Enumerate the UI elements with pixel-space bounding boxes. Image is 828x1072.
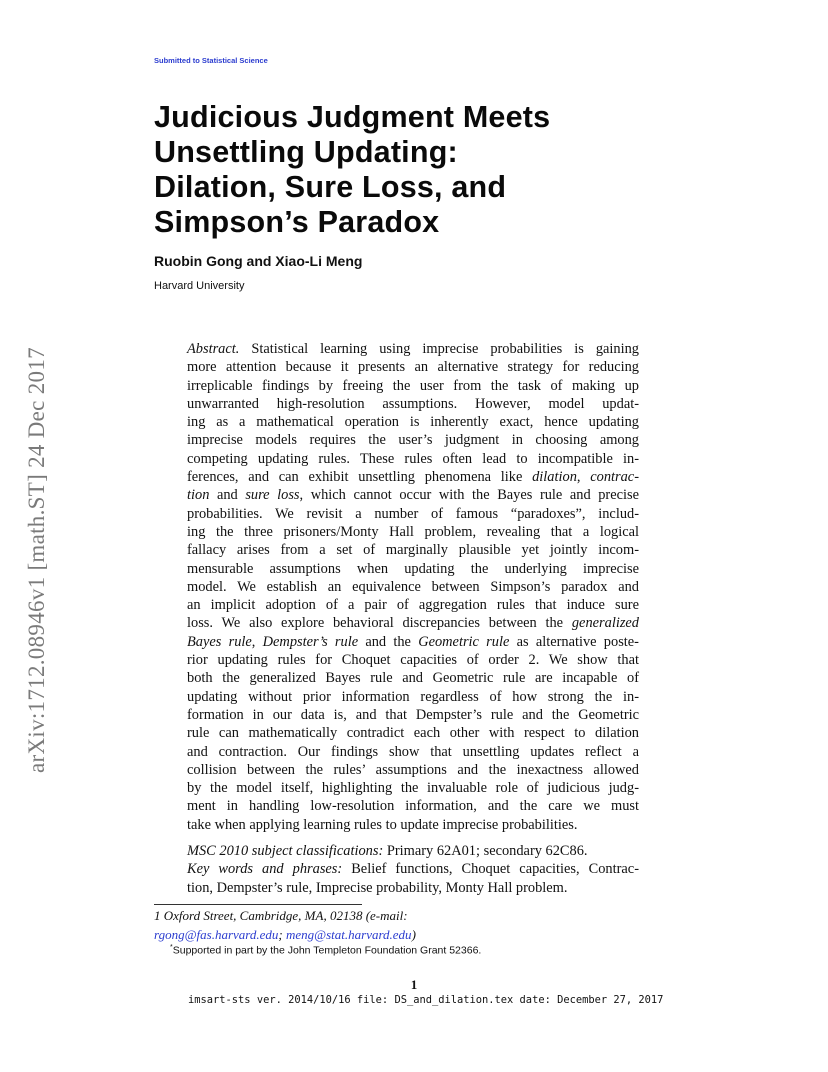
term-dilation: dilation [532, 469, 577, 486]
funding-note: *Supported in part by the John Templeton Foundation Grant 52366. [170, 944, 482, 957]
abstract-line: take when applying learning rules to update imprecise probabilities. [187, 816, 578, 833]
abstract-line: tion and sure loss, which cannot occur with the Bayes rule and precise [187, 487, 639, 504]
abstract-line: more attention because it presents an alternative strategy for reducing [187, 359, 639, 376]
title-line: Judicious Judgment Meets [154, 100, 551, 134]
abstract-line: Bayes rule, Dempster’s rule and the Geometric rule as alternative poste- [187, 633, 639, 650]
abstract-line: unwarranted high-resolution assumptions. However, model updat- [187, 395, 639, 412]
email-link[interactable]: rgong@fas.harvard.edu [154, 927, 279, 942]
arxiv-sidebar-stamp: arXiv:1712.08946v1 [math.ST] 24 Dec 2017 [24, 347, 49, 773]
title-line: Dilation, Sure Loss, and [154, 170, 507, 204]
abstract-line: ment in handling low-resolution information, and the care we must [187, 798, 639, 815]
address-line: 1 Oxford Street, Cambridge, MA, 02138 (e-mail: [154, 908, 408, 923]
abstract-line: competing updating rules. These rules often lead to incompatible in- [187, 450, 639, 467]
term-geometric-rule: Geometric rule [418, 633, 510, 650]
term-generalized: generalized [571, 615, 639, 632]
email-link[interactable]: meng@stat.harvard.edu [285, 927, 412, 942]
page-number: 1 [410, 977, 418, 992]
msc-label: MSC 2010 subject classifications: [187, 843, 384, 859]
abstract-line: ing as a mathematical operation is inherently exact, hence updating [187, 414, 639, 431]
abstract-line: ferences, and can exhibit unsettling phenomena like dilation, contrac- [187, 469, 639, 486]
authors: Ruobin Gong and Xiao-Li Meng [154, 253, 363, 269]
abstract-line: probabilities. We revisit a number of famous “paradoxes”, includ- [187, 505, 639, 522]
title-line: Unsettling Updating: [154, 135, 458, 169]
abstract-line: model. We establish an equivalence between Simpson’s paradox and [187, 578, 639, 595]
abstract-line: rule can mathematically contradict each other with respect to dilation [187, 725, 639, 742]
abstract-line: formation in our data is, and that Dempster’s rule and the Geometric [187, 706, 639, 723]
keywords-line: tion, Dempster’s rule, Imprecise probability, Monty Hall problem. [187, 879, 568, 896]
email-line: rgong@fas.harvard.edu; meng@stat.harvard.edu) [154, 927, 416, 942]
abstract-line: an implicit adoption of a pair of aggregation rules that induce sure [187, 597, 639, 614]
keywords-line: Key words and phrases: Belief functions, Choquet capacities, Contrac- [187, 861, 639, 878]
term-contraction: contrac- [590, 469, 639, 486]
abstract-line: fallacy arises from a set of marginally plausible yet jointly incom- [187, 542, 639, 559]
abstract-label: Abstract. [187, 341, 240, 357]
build-meta-line: imsart-sts ver. 2014/10/16 file: DS_and_dilation.tex date: December 27, 2017 [188, 994, 664, 1006]
abstract-line: Abstract. Statistical learning using imprecise probabilities is gaining [187, 341, 639, 357]
journal-header: Submitted to Statistical Science [154, 56, 268, 65]
abstract [187, 340, 639, 834]
abstract-line: updating without prior information regardless of how strong the in- [187, 688, 639, 705]
abstract-line: collision between the rules’ assumptions and the inexactness allowed [187, 761, 639, 778]
affiliation: Harvard University [154, 280, 245, 292]
term-dempsters-rule: Dempster’s rule [262, 633, 359, 650]
title-line: Simpson’s Paradox [154, 205, 440, 239]
abstract-line: loss. We also explore behavioral discrepancies between the generalized [187, 615, 639, 632]
abstract-line: imprecise models requires the user’s judgment in choosing among [187, 432, 639, 449]
abstract-line: both the generalized Bayes rule and Geometric rule are incapable of [187, 670, 639, 687]
abstract-line: mensurable assumptions when updating the underlying imprecise [187, 560, 639, 577]
term-sure-loss: sure loss [245, 487, 300, 504]
abstract-line: and contraction. Our findings show that unsettling updates reflect a [187, 743, 639, 760]
abstract-line: irreplicable findings by freeing the user from the task of making up [187, 377, 639, 394]
paper-title [154, 100, 624, 240]
abstract-line: rior updating rules for Choquet capacities of order 2. We show that [187, 652, 639, 669]
footnote-rule [154, 904, 362, 905]
footnote-address [154, 906, 416, 944]
abstract-line: ing the three prisoners/Monty Hall problem, revealing that a logical [187, 523, 639, 540]
msc-line: MSC 2010 subject classifications: Primary 62A01; secondary 62C86. [187, 843, 588, 859]
classification-block [187, 842, 639, 897]
keywords-label: Key words and phrases: [187, 861, 343, 878]
footnote-mark: * [170, 944, 173, 951]
abstract-line: by the model itself, highlighting the invaluable role of judicious judg- [187, 780, 639, 797]
